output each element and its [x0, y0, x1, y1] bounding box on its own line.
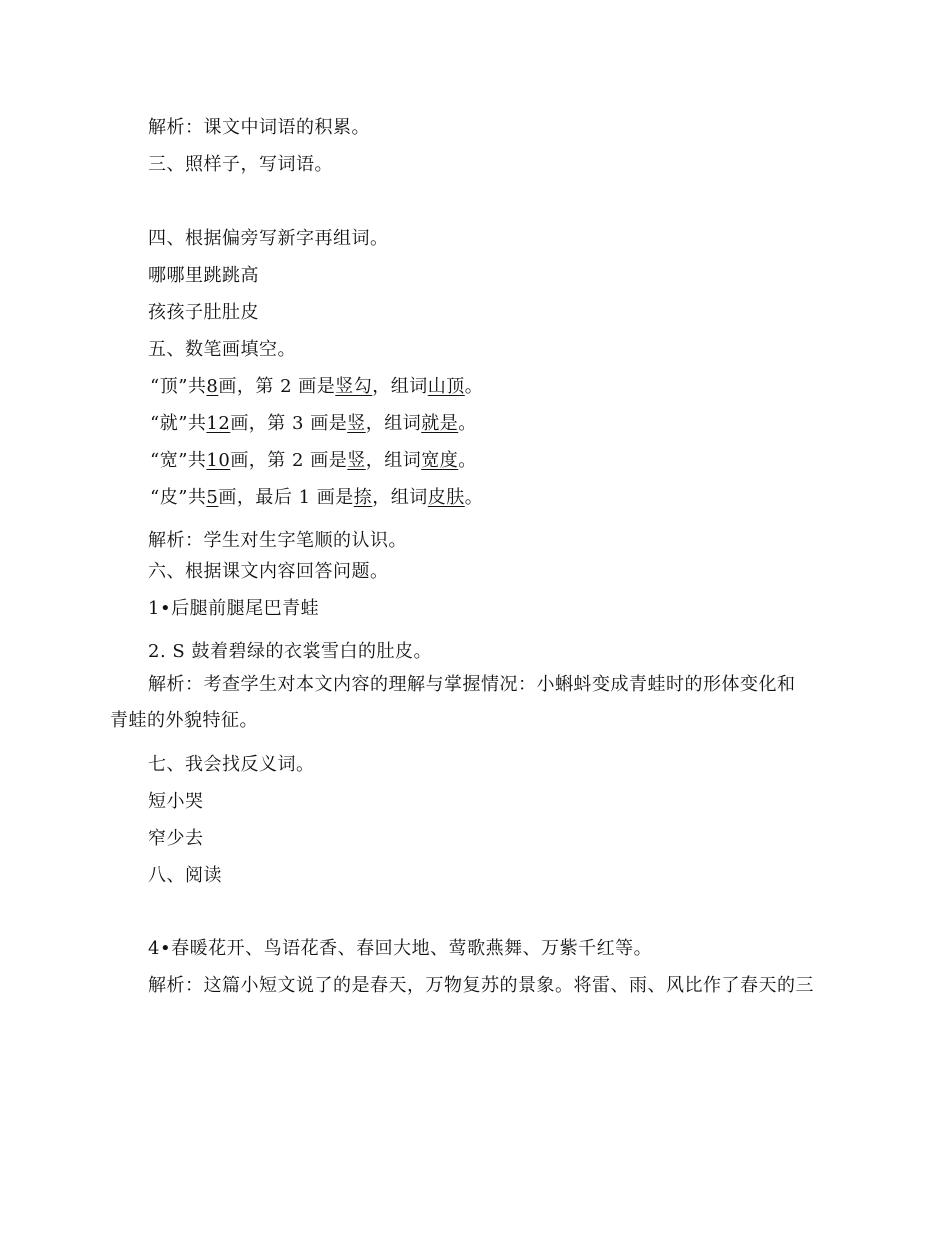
stroke-count: 10 [206, 450, 231, 471]
stroke-row-text: “宽”共 [150, 450, 207, 471]
stroke-row-text: 画，最后 1 画是 [218, 487, 354, 508]
analysis-spring: 解析：这篇小短文说了的是春天，万物复苏的景象。将雷、雨、风比作了春天的三 [148, 975, 814, 996]
stroke-word: 皮肤 [427, 487, 465, 508]
stroke-row-text: ，组词 [365, 413, 422, 434]
stroke-count: 12 [206, 413, 231, 434]
analysis-tadpole-line-1: 解析：考查学生对本文内容的理解与掌握情况：小蝌蚪变成青蛙时的形体变化和 [148, 674, 796, 695]
stroke-word: 就是 [421, 413, 459, 434]
stroke-name: 捺 [353, 487, 373, 508]
stroke-row-1 [150, 375, 483, 399]
stroke-row-text: “顶”共 [150, 376, 207, 397]
section-seven-heading: 七、我会找反义词。 [148, 754, 315, 775]
stroke-count: 8 [206, 376, 219, 397]
section-eight-heading: 八、阅读 [148, 865, 222, 886]
stroke-word: 宽度 [421, 450, 459, 471]
stroke-row-text: 画，第 2 画是 [218, 376, 336, 397]
section-four-heading: 四、根据偏旁写新字再组词。 [148, 228, 389, 249]
stroke-row-text: ，组词 [372, 376, 428, 397]
stroke-name: 竖勾 [335, 376, 373, 397]
section-three-heading: 三、照样子，写词语。 [148, 154, 333, 175]
stroke-row-text: 。 [458, 450, 477, 471]
stroke-row-text: “就”共 [150, 413, 207, 434]
analysis-stroke-order: 解析：学生对生字笔顺的认识。 [148, 530, 407, 551]
stroke-row-text: 。 [458, 413, 477, 434]
stroke-row-text: ，组词 [365, 450, 422, 471]
stroke-name: 竖 [347, 450, 366, 471]
stroke-count: 5 [206, 487, 219, 508]
stroke-row-text: ，组词 [372, 487, 428, 508]
analysis-vocabulary: 解析：课文中词语的积累。 [148, 117, 370, 138]
antonyms-row-1: 短小哭 [148, 791, 204, 812]
stroke-row-text: 画，第 2 画是 [230, 450, 348, 471]
stroke-row-3 [150, 449, 477, 473]
radical-words-row-2: 孩孩子肚肚皮 [148, 302, 259, 323]
radical-words-row-1: 哪哪里跳跳高 [148, 265, 259, 286]
analysis-tadpole-line-2: 青蛙的外貌特征。 [110, 710, 258, 731]
stroke-word: 山顶 [427, 376, 465, 397]
answer-4: 4•春暖花开、鸟语花香、春回大地、莺歌燕舞、万紫千红等。 [148, 938, 653, 959]
answer-2: 2. S 鼓着碧绿的衣裳雪白的肚皮。 [148, 641, 432, 662]
answer-1: 1•后腿前腿尾巴青蛙 [148, 598, 320, 619]
stroke-row-2 [150, 412, 477, 436]
stroke-row-text: 画，第 3 画是 [230, 413, 348, 434]
stroke-row-4 [150, 486, 483, 510]
stroke-name: 竖 [347, 413, 366, 434]
stroke-row-text: 。 [464, 376, 484, 397]
section-five-heading: 五、数笔画填空。 [148, 339, 296, 360]
stroke-row-text: “皮”共 [150, 487, 207, 508]
stroke-row-text: 。 [464, 487, 484, 508]
section-six-heading: 六、根据课文内容回答问题。 [148, 561, 389, 582]
antonyms-row-2: 窄少去 [148, 828, 204, 849]
